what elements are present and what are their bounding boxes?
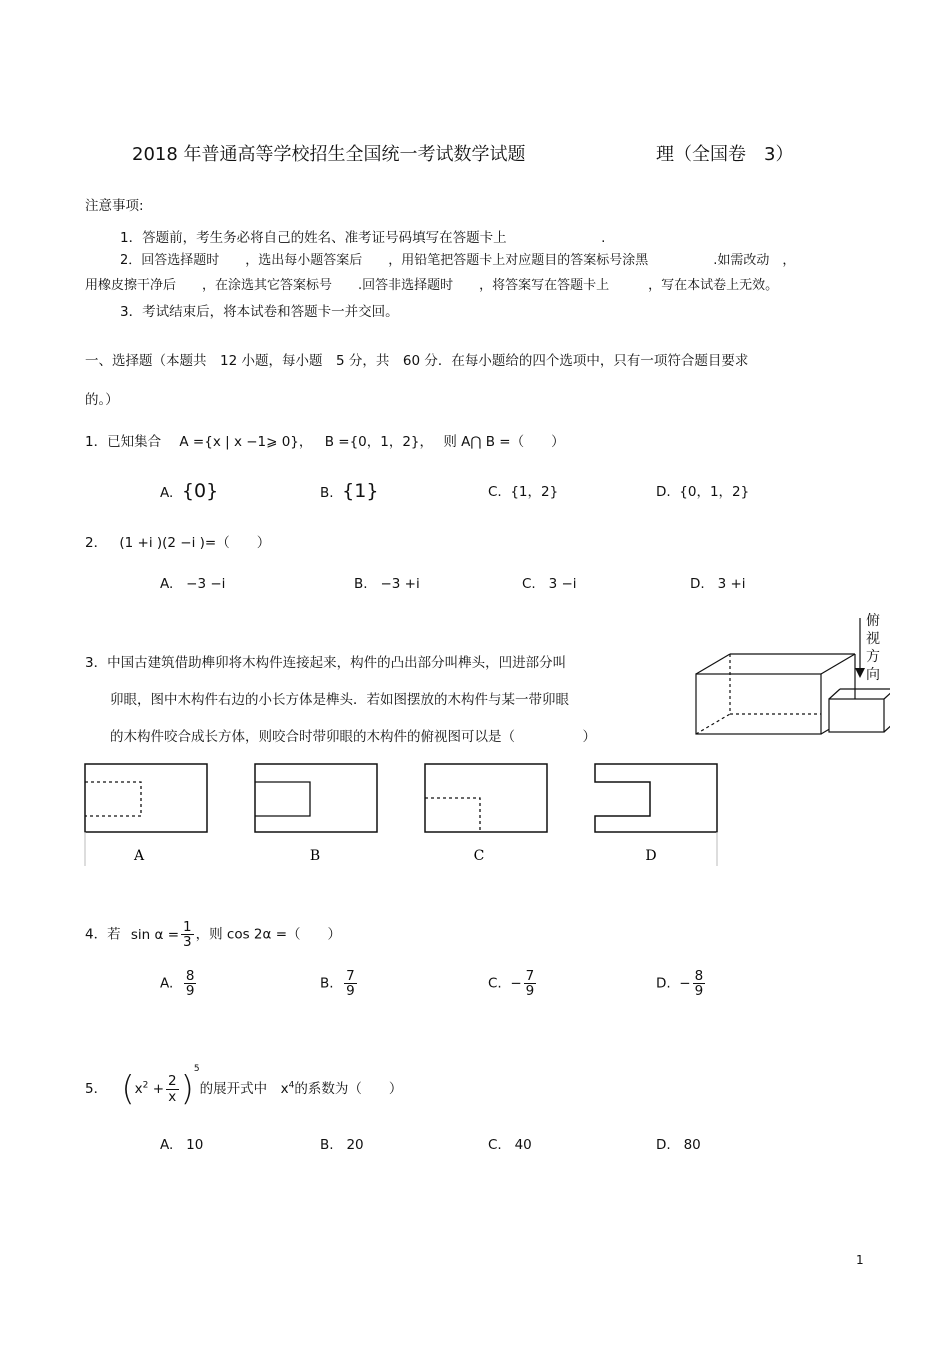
- question-3-line-3: 的木构件咬合成长方体，则咬合时带卯眼的木构件的俯视图可以是（ ）: [110, 729, 596, 745]
- option-value: 10: [186, 1137, 204, 1153]
- option-value: −3 −i: [186, 576, 226, 592]
- option-value: 40: [514, 1137, 532, 1153]
- option-value: {1，2}: [510, 484, 559, 500]
- notice-item-2-cont: 用橡皮擦干净后 ，在涂选其它答案标号 .回答非选择题时 ，将答案写在答题卡上 ，写在本试卷上无效。: [85, 278, 779, 293]
- fraction-numerator: 8: [185, 968, 195, 984]
- page-title: 2018 年普通高等学校招生全国统一考试数学试题: [132, 144, 526, 165]
- q5-option-c[interactable]: [488, 1137, 532, 1153]
- tenon-3d-figure: [690, 610, 890, 740]
- option-value: {1}: [342, 480, 379, 502]
- q2-option-a[interactable]: [160, 576, 225, 592]
- q4-option-d[interactable]: [656, 969, 707, 998]
- notice-item-3: 3．考试结束后，将本试卷和答题卡一并交回。: [120, 304, 399, 320]
- q5-exp-4: 4: [288, 1080, 295, 1091]
- question-3-line-2: 卯眼，图中木构件右边的小长方体是榫头．若如图摆放的木构件与某一带卯眼: [110, 692, 569, 708]
- q4-sin: sin α =: [130, 926, 180, 943]
- q5-power: 5: [193, 1064, 200, 1074]
- notice-heading: 注意事项:: [85, 198, 144, 214]
- option-value: {0，1，2}: [679, 484, 750, 500]
- option-label: C.: [522, 576, 536, 592]
- option-label: D.: [656, 1137, 671, 1153]
- q5-option-a[interactable]: [160, 1137, 203, 1153]
- option-label: D.: [656, 975, 671, 992]
- option-label: B.: [320, 485, 334, 501]
- q5-prefix: 5．: [85, 1081, 108, 1097]
- q1-set-a: A ={x | x −1⩾ 0}，: [179, 434, 313, 450]
- option-sign: −: [679, 975, 691, 992]
- q1-tail: 则 A⋂ B =（ ）: [443, 434, 565, 450]
- q2-option-c[interactable]: [522, 576, 577, 592]
- view-direction-label: [866, 612, 886, 684]
- q5-option-b[interactable]: [320, 1137, 364, 1153]
- option-value: {0}: [181, 480, 219, 502]
- q3-label-b: B: [309, 848, 321, 864]
- q2-expr: (1 +i )(2 −i )=（ ）: [119, 535, 271, 551]
- option-fraction: [344, 969, 357, 998]
- option-label: D.: [656, 484, 671, 500]
- q5-plus: +: [152, 1081, 164, 1097]
- q1-set-b: B ={0，1，2}，: [324, 434, 434, 450]
- option-fraction: [184, 969, 197, 998]
- q5-option-d[interactable]: [656, 1137, 701, 1153]
- option-value: 3 −i: [548, 576, 577, 592]
- option-value: 80: [683, 1137, 701, 1153]
- question-2: [85, 531, 270, 551]
- option-label: A.: [160, 975, 174, 992]
- view-label-char: 视: [866, 631, 880, 647]
- view-arrow-icon: [855, 668, 865, 678]
- section-heading-cont: 的。）: [85, 392, 119, 408]
- fraction-denominator: 9: [185, 983, 195, 1000]
- option-fraction: [693, 969, 706, 998]
- fraction-denominator: 3: [183, 934, 192, 951]
- q5-base: x: [134, 1081, 143, 1097]
- q1-option-d[interactable]: [656, 480, 749, 500]
- question-3-line-1: 3．中国古建筑借助榫卯将木构件连接起来，构件的凸出部分叫榫头，凹进部分叫: [85, 655, 567, 671]
- page-subtitle: 理（全国卷 3）: [656, 144, 794, 165]
- option-label: D.: [690, 576, 705, 592]
- q3-label-c: C: [473, 848, 485, 864]
- q5-fraction: [166, 1074, 179, 1103]
- fraction-numerator: 1: [183, 919, 192, 935]
- option-label: B.: [320, 1137, 334, 1153]
- notice-item-2: 2．回答选择题时 ，选出每小题答案后 ，用铅笔把答题卡上对应题目的答案标号涂黑 .如需改动 ，: [120, 253, 796, 268]
- q5-tail-1: 的展开式中 x: [199, 1081, 289, 1097]
- option-fraction: [524, 969, 537, 998]
- notice-item-1: 1．答题前，考生务必将自己的姓名、准考证号码填写在答题卡上 .: [120, 230, 606, 246]
- option-label: C.: [488, 484, 502, 500]
- left-paren: (: [121, 1069, 135, 1109]
- q3-options-figure: [83, 760, 721, 868]
- fraction-numerator: 8: [694, 968, 704, 984]
- q3-option-b-outline[interactable]: [255, 764, 377, 832]
- option-value: 3 +i: [717, 576, 746, 592]
- fraction-numerator: 7: [525, 968, 535, 984]
- q3-label-d: D: [645, 848, 657, 864]
- q4-fraction: [181, 920, 194, 949]
- fraction-denominator: x: [168, 1088, 177, 1105]
- q4-option-c[interactable]: [488, 969, 538, 998]
- fraction-denominator: 9: [694, 983, 704, 1000]
- option-label: B.: [354, 576, 368, 592]
- view-label-char: 方: [866, 649, 880, 665]
- right-paren: ): [180, 1069, 194, 1109]
- q4-option-a[interactable]: [160, 969, 198, 998]
- q2-prefix: 2．: [85, 535, 108, 551]
- q4-tail: ，则 cos 2α =（ ）: [195, 926, 342, 943]
- q1-prefix: 1．已知集合: [85, 434, 162, 450]
- q3-option-d-outline[interactable]: [595, 764, 717, 832]
- option-value: 20: [346, 1137, 364, 1153]
- question-5: [85, 1064, 402, 1109]
- question-4: [85, 920, 341, 949]
- fraction-numerator: 7: [346, 968, 355, 984]
- q2-option-d[interactable]: [690, 576, 746, 592]
- fraction-denominator: 9: [346, 983, 355, 1000]
- q5-tail-2: 的系数为（ ）: [294, 1081, 403, 1097]
- option-label: A.: [160, 485, 174, 501]
- option-value: −3 +i: [380, 576, 420, 592]
- q1-option-b[interactable]: [320, 480, 378, 502]
- option-label: B.: [320, 975, 334, 992]
- q4-option-b[interactable]: [320, 969, 359, 998]
- view-label-char: 俯: [866, 613, 880, 629]
- option-label: C.: [488, 1137, 502, 1153]
- option-sign: −: [510, 975, 522, 992]
- option-label: A.: [160, 576, 174, 592]
- q3-option-a-outline[interactable]: [85, 764, 207, 832]
- q4-prefix: 4．若: [85, 926, 121, 943]
- view-label-char: 向: [866, 667, 880, 683]
- option-label: A.: [160, 1137, 174, 1153]
- q5-exp-2: 2: [142, 1080, 149, 1091]
- question-1: [85, 430, 565, 450]
- fraction-numerator: 2: [168, 1073, 177, 1090]
- option-label: C.: [488, 975, 502, 992]
- q2-option-b[interactable]: [354, 576, 420, 592]
- page-number: 1: [856, 1253, 864, 1267]
- section-heading: 一、选择题（本题共 12 小题，每小题 5 分，共 60 分．在每小题给的四个选项中，只有一项符合题目要求: [85, 353, 749, 369]
- q3-label-a: A: [133, 848, 145, 864]
- q1-option-a[interactable]: [160, 480, 218, 502]
- q1-option-c[interactable]: [488, 480, 558, 500]
- fraction-denominator: 9: [525, 983, 535, 1000]
